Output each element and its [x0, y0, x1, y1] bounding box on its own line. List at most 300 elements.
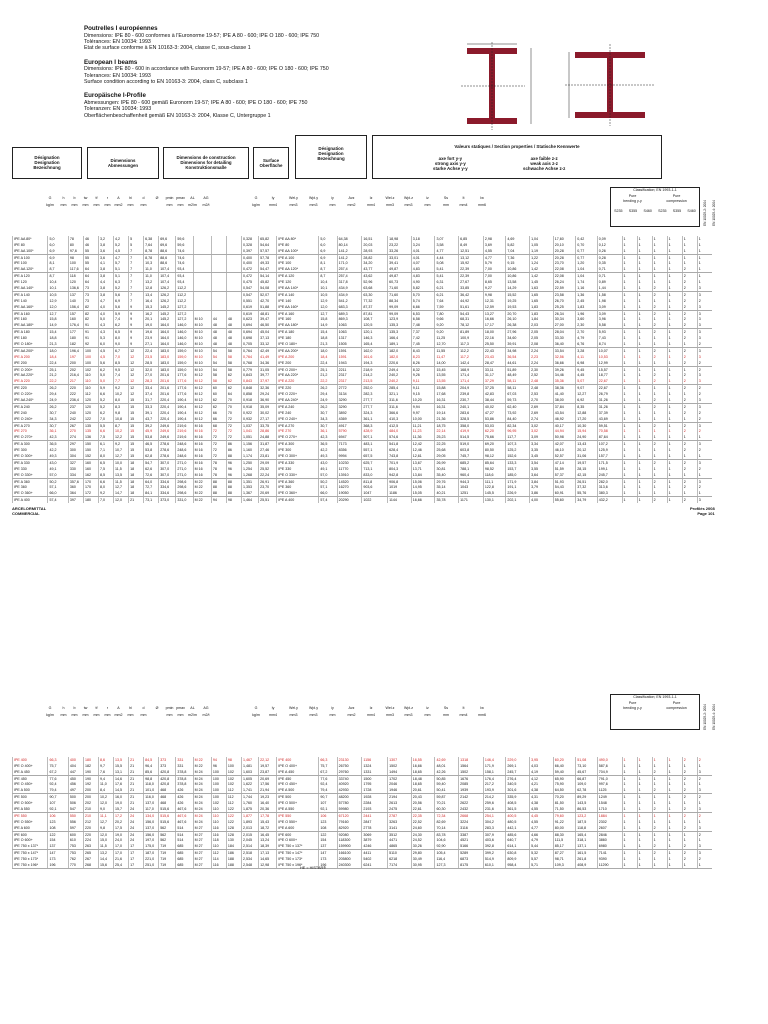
table-cell: 117,6 — [68, 266, 83, 272]
column-header: pmax mm — [176, 196, 185, 207]
table-cell: 944,3 — [459, 478, 484, 484]
table-cell: 1 — [667, 831, 682, 837]
table-cell: 97,6 — [68, 248, 83, 254]
table-cell: 1,353 — [241, 485, 258, 491]
table-cell: 0,843 — [241, 373, 258, 379]
table-cell: 4,44 — [435, 254, 459, 260]
table-cell: 52,96 — [362, 279, 388, 285]
table-cell: 1,268 — [241, 472, 258, 478]
table-cell: 1,19 — [530, 248, 554, 254]
strong-axis-label — [433, 156, 468, 172]
table-cell: 804,3 — [388, 466, 412, 472]
table-cell: 50,98 — [553, 435, 576, 441]
table-cell: 358,0 — [459, 422, 484, 428]
table-cell: 240,2 — [388, 373, 412, 379]
designation-header — [12, 147, 82, 179]
table-cell: 3 — [697, 769, 712, 775]
table-cell: 110 — [211, 819, 226, 825]
table-cell: 5,74 — [411, 298, 435, 304]
table-cell: 82 — [83, 304, 98, 310]
table-cell: 224 — [83, 838, 98, 844]
table-cell: 190,4 — [176, 397, 193, 403]
table-cell: 1 — [667, 360, 682, 366]
table-cell: 176,4 — [483, 775, 506, 781]
table-cell: 51,59 — [553, 466, 576, 472]
table-cell: 64 — [83, 279, 98, 285]
table-cell: 1 — [622, 850, 637, 856]
table-cell: 791,0 — [597, 775, 622, 781]
table-cell: 14,4 — [99, 856, 114, 862]
table-cell: IPE AA 160* — [13, 304, 48, 310]
table-cell: 1795 — [362, 782, 388, 788]
column-header: AG m2/t — [202, 196, 210, 207]
table-cell: 2 — [682, 460, 697, 466]
table-cell: 514,9 — [483, 856, 506, 862]
table-cell: 51,61 — [459, 304, 484, 310]
table-cell: 201,6 — [159, 385, 176, 391]
table-cell: 9,8 — [99, 825, 114, 831]
table-cell: 51,89 — [506, 366, 530, 372]
table-cell: 25,51 — [259, 497, 277, 503]
table-cell: 18,65 — [411, 782, 435, 788]
table-cell: 59,40 — [553, 769, 576, 775]
table-cell: 10,5 — [319, 292, 337, 298]
table-cell: 26,70 — [553, 298, 576, 304]
table-cell: 2 — [652, 378, 667, 384]
table-cell: 3290 — [337, 404, 362, 410]
table-cell: 74,6 — [176, 261, 193, 267]
table-cell: 185,0 — [506, 472, 530, 478]
table-cell: 90,7 — [48, 794, 68, 800]
table-cell: 141,2 — [337, 248, 362, 254]
table-cell: 1 — [667, 819, 682, 825]
table-cell: 630,8 — [506, 850, 530, 856]
table-cell: 57,1 — [48, 485, 68, 491]
table-cell: 236,4 — [68, 397, 83, 403]
table-cell: 146,0 — [176, 322, 193, 328]
table-cell: 300 — [68, 447, 83, 453]
table-cell: 0,623 — [241, 317, 258, 323]
table-cell: M 12 — [193, 373, 211, 379]
table-cell: 7,0 — [99, 497, 114, 503]
table-cell: 18,39 — [259, 843, 277, 849]
table-cell: 18,0 — [319, 348, 337, 354]
table-cell: 515,6 — [159, 806, 176, 812]
intro-line: Tolerances: EN 10034: 1993 — [84, 72, 151, 79]
table-cell: M 27 — [193, 825, 211, 831]
table-cell: 515,6 — [159, 819, 176, 825]
table-cell: 112 — [83, 391, 98, 397]
column-header: iz mm — [424, 706, 431, 717]
table-cell: 373 — [159, 757, 176, 763]
table-cell: 597 — [68, 825, 83, 831]
table-cell: 15,45 — [435, 366, 459, 372]
table-cell: 2 — [682, 279, 697, 285]
table-cell: 16,31 — [435, 404, 459, 410]
table-cell: IPE 750 x 147* — [277, 850, 319, 856]
table-cell: 100 — [211, 794, 226, 800]
table-cell: IPE O 270+ — [277, 435, 319, 441]
table-cell: 175,0 — [144, 843, 159, 849]
table-cell: 2193 — [362, 806, 388, 812]
table-cell: 11,55 — [435, 348, 459, 354]
table-cell: 126,2 — [159, 298, 176, 304]
table-cell: IPE 100 — [277, 261, 319, 267]
table-cell: 400 — [68, 757, 83, 763]
table-cell: 4,45 — [530, 813, 554, 819]
table-cell: 0,619 — [241, 304, 258, 310]
table-cell: 4,19 — [530, 769, 554, 775]
table-cell: 5,7 — [114, 261, 129, 267]
table-cell: 468 — [159, 800, 176, 806]
column-header: Iz mm4 — [367, 196, 375, 207]
table-cell: 99,09 — [388, 304, 412, 310]
table-cell: 2284 — [362, 800, 388, 806]
table-cell: 1 — [667, 236, 682, 242]
table-cell: 43,69 — [597, 416, 622, 422]
table-cell: 190,4 — [176, 410, 193, 416]
table-cell: 1 — [667, 373, 682, 379]
table-cell: 1 — [622, 813, 637, 819]
table-cell: 42,2 — [48, 447, 68, 453]
table-cell: 229,0 — [506, 757, 530, 763]
table-cell: 70,21 — [435, 800, 459, 806]
table-cell: 182 — [68, 341, 83, 347]
table-cell: 3 — [697, 850, 712, 856]
table-cell: 27,1 — [144, 341, 159, 347]
table-cell: 1 — [667, 404, 682, 410]
table-cell: 39,91 — [506, 341, 530, 347]
statics-header — [372, 135, 662, 179]
table-cell: 6,2 — [99, 366, 114, 372]
table-cell: 809,9 — [506, 856, 530, 862]
table-cell: 25,50 — [483, 341, 506, 347]
table-cell: 28,3 — [144, 378, 159, 384]
table-cell: 2,548 — [241, 862, 258, 868]
table-cell: 2613 — [388, 800, 412, 806]
table-cell: 81,50 — [553, 800, 576, 806]
table-cell: 2 — [682, 310, 697, 316]
table-cell: 2668 — [459, 813, 484, 819]
table-cell: 1,16 — [576, 285, 598, 291]
table-cell: 58,11 — [506, 378, 530, 384]
table-cell: 7,45 — [411, 341, 435, 347]
table-cell: 4,03 — [530, 763, 554, 769]
table-cell: 317,8 — [337, 279, 362, 285]
classification-box-2 — [610, 694, 700, 730]
table-cell: 11,5 — [99, 843, 114, 849]
table-cell: 1 — [622, 273, 637, 279]
table-cell: 116 — [211, 862, 226, 868]
table-cell: 2 — [682, 298, 697, 304]
table-cell: 7,6 — [99, 769, 114, 775]
table-cell: 1 — [667, 491, 682, 497]
table-cell: IPE A 330 — [13, 460, 48, 466]
table-cell: 36,1 — [48, 429, 68, 435]
table-cell: 50,41 — [435, 787, 459, 793]
table-cell: 8,65 — [483, 279, 506, 285]
table-cell: 73 — [83, 285, 98, 291]
table-cell: 23,22 — [388, 242, 412, 248]
header-line: compression — [666, 198, 687, 203]
column-header: b mm — [71, 196, 78, 207]
table-cell: 91 — [83, 322, 98, 328]
table-cell: 54,47 — [259, 266, 277, 272]
table-cell: 104,6 — [435, 838, 459, 844]
table-cell: 2 — [652, 825, 667, 831]
table-cell: 128 — [226, 825, 241, 831]
table-cell: 112,2 — [176, 285, 193, 291]
table-cell: 145,2 — [159, 304, 176, 310]
table-cell: 1 — [637, 242, 652, 248]
table-cell: 1 — [652, 429, 667, 435]
table-cell: 2 — [682, 317, 697, 323]
header-line: axe faible z-z — [530, 156, 558, 161]
table-cell: 120 — [68, 279, 83, 285]
table-cell: 3,07 — [435, 236, 459, 242]
table-cell: 18,98 — [388, 236, 412, 242]
table-cell: 60,20 — [553, 757, 576, 763]
table-cell: 1,22 — [530, 254, 554, 260]
table-cell: 7 — [129, 273, 144, 279]
table-cell: 18 — [129, 472, 144, 478]
table-cell: 29,4 — [319, 391, 337, 397]
table-cell: 8,1 — [48, 261, 68, 267]
table-cell: 20,12 — [576, 447, 598, 453]
table-cell: 2,08 — [530, 341, 554, 347]
table-cell: 72 — [211, 447, 226, 453]
table-cell: 22,52 — [411, 819, 435, 825]
table-cell: 1,04 — [576, 273, 598, 279]
table-cell: 204,9 — [459, 385, 484, 391]
table-cell: 426 — [176, 787, 193, 793]
table-cell: 64 — [83, 273, 98, 279]
table-cell: 122,8 — [483, 485, 506, 491]
table-cell: 1,45 — [530, 279, 554, 285]
table-cell: 37,29 — [483, 378, 506, 384]
table-cell: 1 — [667, 466, 682, 472]
table-cell: 25,25 — [553, 304, 576, 310]
table-cell: 1 — [667, 273, 682, 279]
construction-header — [163, 147, 249, 179]
table-cell: 404 — [68, 763, 83, 769]
table-cell: IPE A 200 — [13, 354, 48, 360]
table-cell: 67,2 — [48, 769, 68, 775]
table-cell: 1 — [667, 348, 682, 354]
table-cell: 334,6 — [159, 491, 176, 497]
table-cell: 16,51 — [362, 236, 388, 242]
table-cell: 216,4 — [68, 373, 83, 379]
table-cell: 1 — [637, 341, 652, 347]
table-cell: 7,48 — [411, 322, 435, 328]
table-cell: 1,24 — [530, 261, 554, 267]
table-cell: 127,2 — [176, 310, 193, 316]
table-cell: 1 — [622, 794, 637, 800]
table-cell: 15,43 — [259, 819, 277, 825]
table-cell: 59,6 — [176, 236, 193, 242]
table-cell: 42,07 — [553, 441, 576, 447]
table-cell: 23,87 — [259, 769, 277, 775]
table-cell: IPE O 240+ — [13, 416, 48, 422]
table-cell: 196 — [319, 862, 337, 868]
table-row — [13, 862, 713, 868]
table-cell: 32,36 — [259, 385, 277, 391]
table-cell: 960,4 — [459, 472, 484, 478]
table-cell: 164,0 — [159, 329, 176, 335]
table-cell: 4865 — [388, 843, 412, 849]
table-cell: 2 — [652, 354, 667, 360]
table-cell: 1 — [652, 485, 667, 491]
table-cell: 869,3 — [337, 317, 362, 323]
table-cell: 1324 — [362, 763, 388, 769]
table-cell: 5 — [129, 242, 144, 248]
table-cell: 57,0 — [48, 472, 68, 478]
table-cell: 1,42 — [530, 273, 554, 279]
table-cell: 116 — [211, 825, 226, 831]
table-cell: 1 — [667, 769, 682, 775]
table-cell: 45,9 — [144, 429, 159, 435]
table-cell: 26,2 — [48, 404, 68, 410]
table-cell: 1564 — [459, 763, 484, 769]
table-cell: 17,6 — [114, 782, 129, 788]
table-cell: 3,8 — [99, 273, 114, 279]
table-cell: 1,622 — [241, 782, 258, 788]
table-cell: 321,1 — [388, 391, 412, 397]
table-cell: 8,0 — [114, 335, 129, 341]
table-cell: 17,0 — [114, 850, 129, 856]
table-cell: 8,7 — [48, 266, 68, 272]
table-cell: 2,518 — [241, 850, 258, 856]
table-cell: 100 — [68, 261, 83, 267]
table-cell: 13,55 — [435, 378, 459, 384]
table-cell: IPE AA 180* — [13, 322, 48, 328]
table-cell: 13,24 — [259, 838, 277, 844]
table-cell: 54,64 — [259, 242, 277, 248]
table-cell: 40,21 — [435, 491, 459, 497]
table-cell: 154 — [48, 838, 68, 844]
table-cell: 183,0 — [159, 360, 176, 366]
table-cell: 1 — [652, 472, 667, 478]
table-cell: 2 — [697, 485, 712, 491]
table-cell: 39,47 — [259, 317, 277, 323]
table-cell: 0,89 — [597, 279, 622, 285]
table-cell: 0,698 — [241, 335, 258, 341]
table-cell: 106 — [319, 813, 337, 819]
table-cell: 152 — [83, 453, 98, 459]
table-cell: 307,9 — [483, 831, 506, 837]
table-cell: 373 — [159, 763, 176, 769]
header-line: bending y-y — [623, 705, 642, 710]
table-cell: 16,66 — [483, 317, 506, 323]
table-cell: 20,36 — [259, 806, 277, 812]
table-cell: 5402 — [362, 856, 388, 862]
table-cell: 48200 — [337, 794, 362, 800]
table-cell: 189,1 — [388, 341, 412, 347]
table-cell: 1 — [637, 422, 652, 428]
table-cell: 72 — [226, 429, 241, 435]
table-cell: 2 — [652, 460, 667, 466]
table-cell: 1 — [682, 453, 697, 459]
table-cell: 50,2 — [48, 478, 68, 484]
table-cell: IPE AA 200* — [277, 348, 319, 354]
table-cell: 9,94 — [411, 404, 435, 410]
table-cell: 171,0 — [337, 261, 362, 267]
table-cell: M 10 — [193, 354, 211, 360]
table-cell: 2,69 — [530, 404, 554, 410]
table-cell: 59,51 — [597, 422, 622, 428]
table-cell: 16,0 — [114, 794, 129, 800]
table-cell: 1 — [682, 831, 697, 837]
table-cell: M 24 — [193, 775, 211, 781]
table-cell: 1 — [652, 794, 667, 800]
table-cell: 0,922 — [241, 410, 258, 416]
column-header: AL m2/m — [188, 196, 197, 207]
table-cell: 1 — [667, 782, 682, 788]
table-cell: 719 — [159, 856, 176, 862]
table-cell: 1 — [637, 447, 652, 453]
table-cell: 9,20 — [435, 329, 459, 335]
table-cell: 1 — [622, 485, 637, 491]
table-cell: 17,0 — [114, 843, 129, 849]
table-cell: 87,64 — [597, 435, 622, 441]
table-cell: 54 — [211, 348, 226, 354]
table-cell: 49,3 — [48, 453, 68, 459]
table-cell: 1 — [697, 242, 712, 248]
table-cell: 1,83 — [530, 304, 554, 310]
table-cell: 2 — [652, 348, 667, 354]
table-cell: 3 — [697, 441, 712, 447]
table-cell: 17,17 — [483, 322, 506, 328]
table-cell: 1 — [622, 806, 637, 812]
table-cell: 63,30 — [362, 292, 388, 298]
table-cell: 2 — [682, 806, 697, 812]
table-cell: 1 — [682, 254, 697, 260]
table-cell: 1 — [667, 261, 682, 267]
table-cell: 49,1 — [319, 466, 337, 472]
table-cell: IPE 400 — [277, 757, 319, 763]
table-cell: 7 — [129, 248, 144, 254]
table-cell: 282,0 — [597, 478, 622, 484]
column-header: Wpl.z mm3 — [404, 196, 413, 207]
table-cell: 419,9 — [459, 429, 484, 435]
column-header: Iy mm4 — [269, 706, 277, 717]
table-cell: IPE A 160 — [13, 310, 48, 316]
table-cell: 1 — [667, 843, 682, 849]
table-cell: 3892 — [337, 410, 362, 416]
table-cell: 1 — [667, 317, 682, 323]
table-cell: 72 — [211, 435, 226, 441]
table-cell: 2 — [697, 775, 712, 781]
table-cell: 98,8 — [144, 775, 159, 781]
table-cell: 86,53 — [576, 806, 598, 812]
table-row — [13, 497, 713, 503]
table-cell: 65,82 — [259, 236, 277, 242]
table-cell: 48 — [211, 322, 226, 328]
table-cell: 217 — [68, 378, 83, 384]
table-cell: 137,0 — [144, 825, 159, 831]
table-cell: 14,65 — [259, 856, 277, 862]
table-cell: 127,2 — [176, 317, 193, 323]
table-cell: 9,4 — [99, 775, 114, 781]
table-cell: 43,0 — [48, 460, 68, 466]
table-cell: 3,84 — [530, 478, 554, 484]
table-cell: IPE A 120 — [13, 273, 48, 279]
table-cell: M 22 — [193, 491, 211, 497]
table-cell: 1 — [667, 447, 682, 453]
table-cell: 41,49 — [259, 354, 277, 360]
table-cell: 20,28 — [553, 248, 576, 254]
table-cell: 397 — [68, 497, 83, 503]
